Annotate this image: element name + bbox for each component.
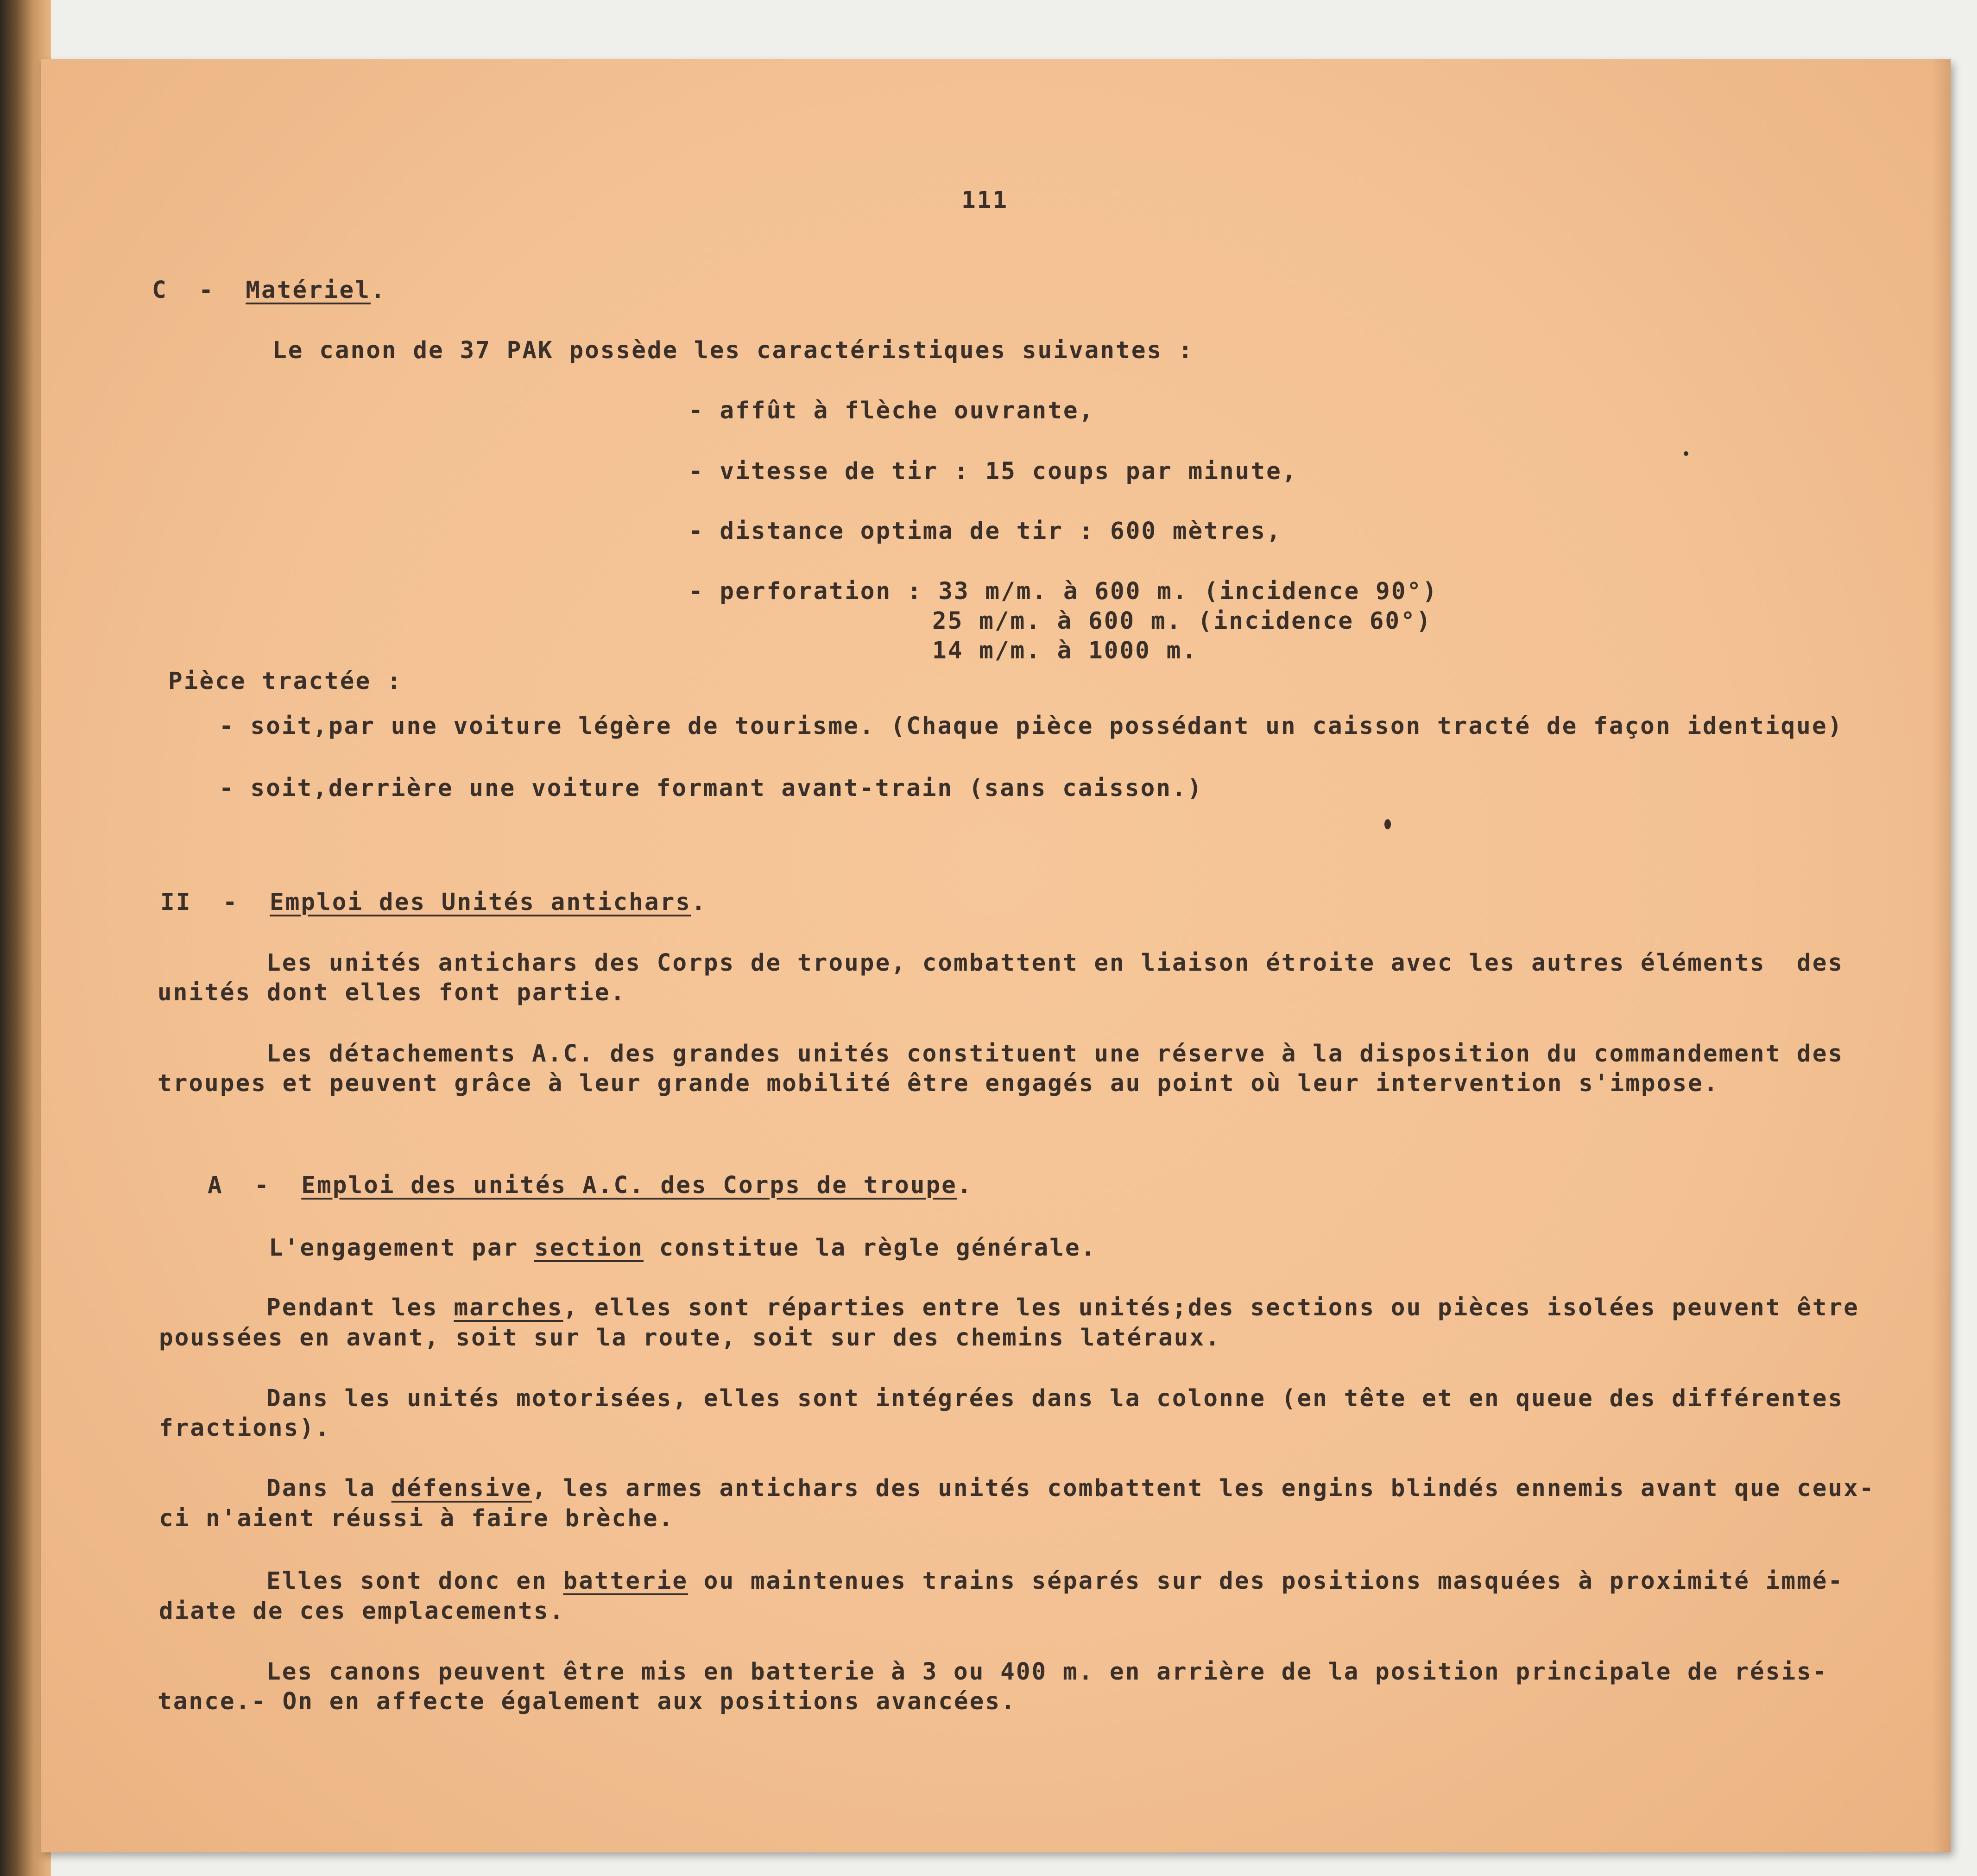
- text-run: constitue la règle générale.: [643, 1234, 1097, 1262]
- section-c-title: Matériel: [246, 277, 371, 304]
- section-a-letter: A: [208, 1172, 223, 1199]
- underlined-term: défensive: [391, 1475, 532, 1502]
- paragraph-line: [266, 1293, 1859, 1323]
- section-c-title-end: .: [370, 277, 386, 304]
- paragraph-line: fractions).: [159, 1415, 331, 1442]
- paragraph-line: unités dont elles font partie.: [158, 979, 626, 1006]
- text-run: Dans la: [266, 1475, 392, 1502]
- section-ii-title: Emploi des Unités antichars: [269, 889, 692, 916]
- underlined-term: marches: [454, 1294, 563, 1321]
- paragraph-line: tance.- On en affecte également aux positions avancées.: [158, 1688, 1017, 1715]
- paragraph-line: Les canons peuvent être mis en batterie à 3 ou 400 m. en arrière de la position principale de résis-: [266, 1658, 1828, 1686]
- feature-item: - perforation : 33 m/m. à 600 m. (incidence 90°): [688, 578, 1438, 605]
- paragraph-line: [266, 1566, 1844, 1597]
- text-run: L'engagement par: [269, 1234, 534, 1262]
- perforation-line: 14 m/m. à 1000 m.: [932, 637, 1198, 664]
- section-ii-numeral: II: [160, 889, 192, 916]
- ink-speck: [1384, 819, 1391, 829]
- section-a-title-end: .: [957, 1172, 973, 1199]
- page-edge-shadow: [1932, 59, 1951, 1852]
- towed-label: Pièce tractée :: [168, 668, 403, 695]
- paragraph-line: Les détachements A.C. des grandes unités constituent une réserve à la disposition du commandement des: [266, 1040, 1844, 1067]
- section-a-title: Emploi des unités A.C. des Corps de troupe: [301, 1172, 957, 1199]
- text-run: Elles sont donc en: [266, 1567, 563, 1595]
- text-run: Pendant les: [266, 1294, 454, 1321]
- section-ii-dash: -: [222, 889, 239, 916]
- text-run: , les armes antichars des unités combattent les engins blindés ennemis avant que ceux-: [531, 1475, 1875, 1502]
- paragraph-line: Les unités antichars des Corps de troupe, combattent en liaison étroite avec les autres éléments des: [266, 949, 1844, 977]
- paragraph-line: [269, 1233, 1096, 1263]
- section-c-heading: [152, 275, 386, 306]
- document-page: [41, 59, 1951, 1852]
- paragraph-line: troupes et peuvent grâce à leur grande mobilité être engagés au point où leur intervention s'impose.: [158, 1070, 1719, 1097]
- feature-item: - affût à flèche ouvrante,: [688, 397, 1095, 424]
- perforation-line: 25 m/m. à 600 m. (incidence 60°): [932, 607, 1432, 635]
- paragraph-line: diate de ces emplacements.: [159, 1598, 565, 1625]
- section-ii-title-end: .: [691, 889, 707, 916]
- section-c-letter: C: [152, 277, 168, 304]
- underlined-term: batterie: [563, 1567, 688, 1595]
- section-c-intro: Le canon de 37 PAK possède les caractéristiques suivantes :: [272, 337, 1194, 364]
- ink-speck: [1684, 451, 1688, 456]
- paragraph-line: poussées en avant, soit sur la route, soit sur des chemins latéraux.: [159, 1324, 1221, 1352]
- text-run: , elles sont réparties entre les unités;des sections ou pièces isolées peuvent être: [563, 1294, 1859, 1321]
- section-a-dash: -: [254, 1172, 270, 1199]
- section-c-dash: -: [199, 277, 215, 304]
- towed-item: - soit,par une voiture légère de tourisme. (Chaque pièce possédant un caisson tracté de façon identique): [219, 713, 1844, 740]
- underlined-term: section: [534, 1234, 644, 1262]
- feature-item: - vitesse de tir : 15 coups par minute,: [688, 458, 1298, 485]
- section-ii-heading: [160, 887, 707, 918]
- towed-item: - soit,derrière une voiture formant avant-train (sans caisson.): [219, 775, 1203, 802]
- paragraph-line: [266, 1473, 1875, 1504]
- paragraph-line: ci n'aient réussi à faire brèche.: [159, 1505, 675, 1532]
- page-number: 111: [961, 187, 1009, 214]
- paragraph-line: Dans les unités motorisées, elles sont intégrées dans la colonne (en tête et en queue des différentes: [266, 1385, 1844, 1412]
- feature-item: - distance optima de tir : 600 mètres,: [688, 518, 1282, 545]
- section-a-heading: [208, 1170, 973, 1201]
- text-run: ou maintenues trains séparés sur des positions masquées à proximité immé-: [688, 1567, 1844, 1595]
